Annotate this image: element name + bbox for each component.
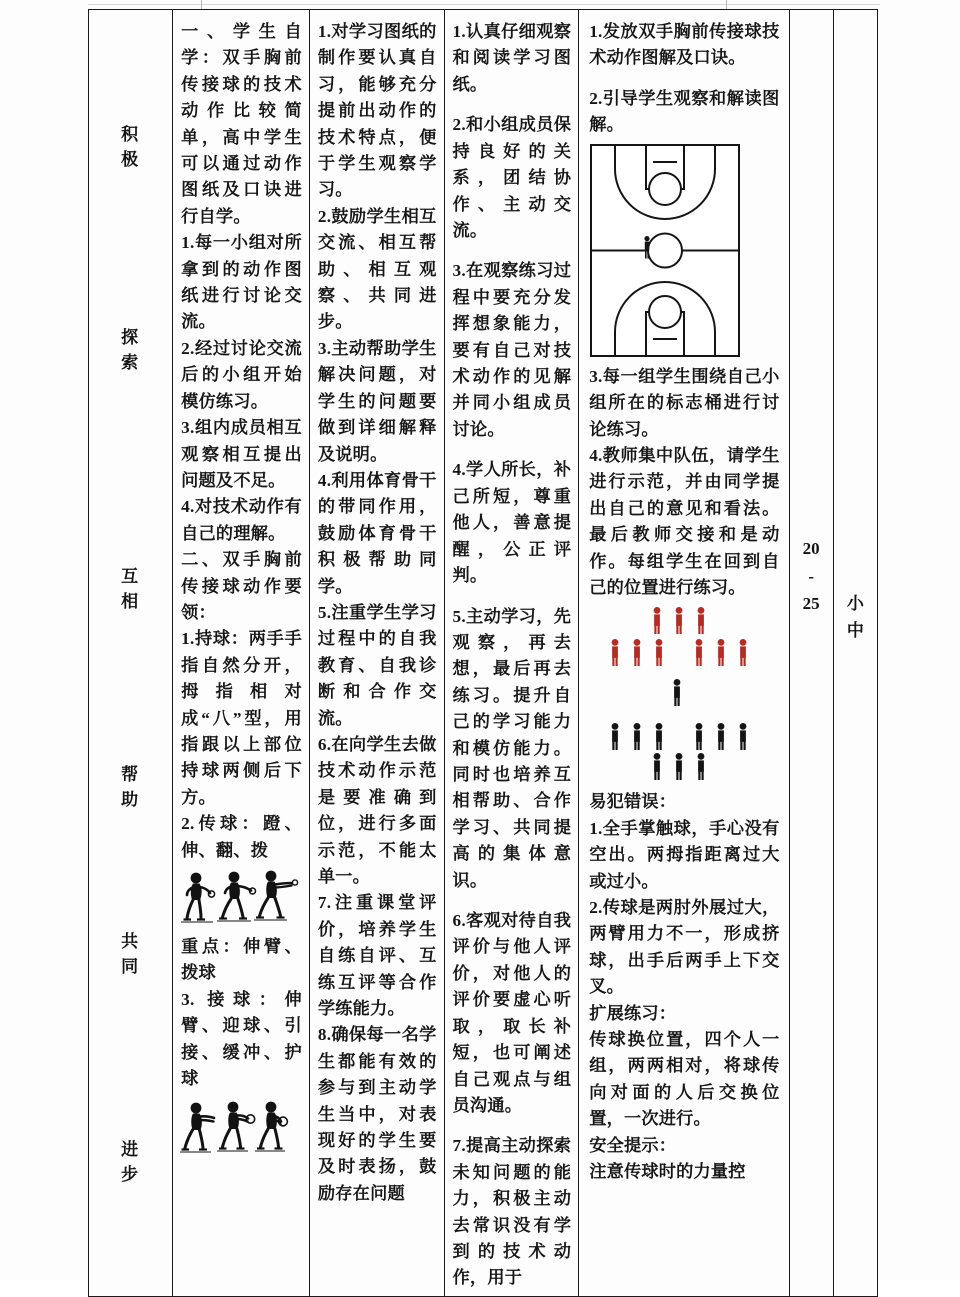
keyword-mutual-line-2: 相 bbox=[121, 591, 141, 611]
organization-p1: 1.发放双手胸前传接球技术动作图解及口诀。 bbox=[589, 22, 780, 68]
keyword-column bbox=[89, 10, 173, 1297]
keyword-help bbox=[89, 763, 172, 812]
catching-technique-sequence bbox=[179, 1095, 302, 1161]
student-requirements-p3: 3.在观察练习过程中要充分发挥想象能力，要有自己对技术动作的见解并同小组成员讨论。 bbox=[452, 261, 572, 439]
teacher-guidance-p4: 4.利用体育骨干的带同作用，鼓励体育骨干积极帮助同学。 bbox=[317, 470, 437, 596]
keyword-help-line-1: 帮 bbox=[121, 765, 141, 784]
intensity-line-2: 中 bbox=[846, 621, 864, 641]
teacher-guidance-p1: 1.对学习图纸的制作要认真自习，能够充分提前出动作的技术特点，便于学生观察学习。 bbox=[317, 22, 437, 200]
student-requirements-p5: 5.主动学习，先观察，再去想，最后再去练习。提升自己的学习能力和模仿能力。同时也培养互相帮助、合作学习、共同提高的集体意识。 bbox=[452, 606, 572, 890]
extension-practice-text: 传球换位置，四个人一组，两两相对，将球传向对面的人后交换位置，一次进行。 bbox=[589, 1030, 780, 1129]
keyword-active-line-2: 极 bbox=[121, 149, 141, 169]
formation-red-row-1 bbox=[654, 607, 705, 634]
keyword-help-line-2: 助 bbox=[121, 789, 141, 809]
student-requirements-column bbox=[444, 10, 579, 1297]
keyword-stack bbox=[89, 10, 172, 1296]
student-learning-body bbox=[173, 10, 309, 1168]
keyword-progress-line-1: 进 bbox=[121, 1140, 141, 1159]
safety-tips-text: 注意传球时的力量控 bbox=[589, 1162, 746, 1182]
student-learning-column bbox=[173, 10, 310, 1297]
teacher-guidance-p3: 3.主动帮助学生解决问题，对学生的问题要做到详细解释及说明。 bbox=[317, 338, 437, 464]
formation-black-row-1 bbox=[612, 723, 747, 750]
keyword-together-line-1: 共 bbox=[121, 932, 141, 951]
student-learning-p5: 4.对技术动作有自己的理解。 bbox=[181, 497, 302, 543]
student-learning-p4: 3.组内成员相互观察相互提出问题及不足。 bbox=[181, 418, 302, 490]
teacher-guidance-p5: 5.注重学生学习过程中的自我教育、自我诊断和合作交流。 bbox=[317, 602, 437, 728]
lesson-plan-table bbox=[88, 9, 878, 1297]
keyword-progress bbox=[89, 1138, 172, 1187]
time-to: 25 bbox=[802, 594, 820, 614]
student-requirements-p2: 2.和小组成员保持良好的关系，团结协作、主动交流。 bbox=[452, 115, 572, 240]
basketball-court-diagram bbox=[589, 143, 779, 358]
student-learning-p2: 1.每一小组对所拿到的动作图纸进行讨论交流。 bbox=[181, 233, 302, 332]
student-requirements-p6: 6.客观对待自我评价与他人评价，对他人的评价要虚心听取，取长补短，也可阐述自己观点与组员沟通。 bbox=[452, 911, 572, 1115]
keyword-mutual-line-1: 互 bbox=[121, 567, 141, 586]
crop-mark-right bbox=[726, 0, 727, 9]
student-learning-p9: 3. 接球：伸臂、迎球、引接、缓冲、护球 bbox=[181, 989, 302, 1089]
formation-red-row-2 bbox=[612, 639, 747, 666]
passing-technique-sequence bbox=[179, 867, 302, 931]
teacher-guidance-column bbox=[309, 10, 444, 1297]
safety-tips-heading: 安全提示： bbox=[589, 1135, 677, 1155]
extension-practice-heading: 扩展练习： bbox=[589, 1003, 677, 1023]
common-mistakes-heading: 易犯错误： bbox=[589, 792, 677, 812]
organization-p3: 3.每一组学生围绕自己小组所在的标志桶进行讨论练习。 bbox=[589, 366, 780, 439]
student-formation-diagram bbox=[591, 603, 779, 783]
time-stack bbox=[790, 10, 833, 1296]
page-top-rule bbox=[88, 4, 880, 5]
teacher-guidance-body bbox=[310, 10, 444, 1211]
keyword-explore-line-1: 探 bbox=[121, 328, 141, 347]
teacher-guidance-p7: 7.注重课堂评价，培养学生自练自评、互练互评等合作学练能力。 bbox=[317, 893, 437, 1019]
time-range bbox=[790, 535, 833, 618]
keyword-together-line-2: 同 bbox=[121, 956, 141, 976]
keyword-progress-line-2: 步 bbox=[121, 1164, 141, 1184]
passing-key-point-caption: 重点：伸臂、拨球 bbox=[181, 937, 302, 983]
time-column bbox=[789, 10, 833, 1297]
formation-black-row-2 bbox=[654, 753, 705, 780]
time-from: 20 bbox=[802, 539, 820, 558]
organization-body bbox=[579, 10, 788, 1189]
keyword-active bbox=[89, 123, 172, 172]
student-requirements-p7: 7.提高主动探索未知问题的能力，积极主动去常识没有学到的技术动作，用于 bbox=[452, 1136, 572, 1288]
student-learning-p1: 一、学生自学：双手胸前传接球的技术动作比较简单，高中学生可以通过动作图纸及口诀进行自学。 bbox=[181, 22, 302, 226]
organization-p2: 2.引导学生观察和解读图解。 bbox=[589, 88, 780, 135]
organization-column bbox=[579, 10, 789, 1297]
crop-mark-left bbox=[201, 0, 202, 9]
keyword-explore-line-2: 索 bbox=[121, 352, 141, 372]
student-requirements-p4: 4.学人所长，补己所短，尊重他人，善意提醒，公正评判。 bbox=[452, 460, 572, 585]
keyword-active-line-1: 积 bbox=[121, 125, 141, 144]
intensity-line-1: 小 bbox=[846, 594, 864, 613]
student-requirements-body bbox=[445, 10, 579, 1296]
formation-teacher-figure bbox=[674, 679, 681, 706]
intensity-column bbox=[833, 10, 877, 1297]
student-learning-p3: 2.经过讨论交流后的小组开始模仿练习。 bbox=[181, 338, 302, 411]
keyword-explore bbox=[89, 326, 172, 375]
student-requirements-p1: 1.认真仔细观察和阅读学习图纸。 bbox=[452, 22, 572, 94]
student-learning-p6: 二、双手胸前传接球动作要领： bbox=[181, 550, 302, 622]
table-row bbox=[89, 10, 878, 1297]
time-dash: - bbox=[808, 566, 814, 586]
keyword-together bbox=[89, 930, 172, 979]
intensity-stack bbox=[834, 10, 877, 1296]
organization-p4: 4.教师集中队伍，请学生进行示范，并由同学提出自己的意见和看法。最后教师交接和是动作。每组学生在回到自己的位置进行练习。 bbox=[589, 445, 780, 597]
teacher-guidance-p2: 2.鼓励学生相互交流、相互帮助、相互观察、共同进步。 bbox=[317, 206, 437, 332]
common-mistake-1: 1.全手掌触球，手心没有空出。两拇指距离过大或过小。 bbox=[589, 818, 780, 891]
common-mistake-2: 2.传球是两肘外展过大，两臂用力不一，形成挤球，出手后两手上下交叉。 bbox=[589, 898, 780, 997]
student-learning-p8: 2.传球：蹬、伸、翻、拨 bbox=[181, 814, 302, 860]
teacher-guidance-p6: 6.在向学生去做技术动作示范是要准确到位，进行多面示范，不能太单一。 bbox=[317, 734, 437, 886]
student-learning-p7: 1.持球：两手手指自然分开，拇指相对成“八”型，用指跟以上部位持球两侧后下方。 bbox=[181, 629, 302, 807]
keyword-mutual bbox=[89, 565, 172, 614]
teacher-guidance-p8: 8.确保每一名学生都能有效的参与到主动学生当中，对表现好的学生要及时表扬，鼓励存在问题 bbox=[317, 1025, 437, 1203]
intensity-value bbox=[834, 590, 877, 644]
